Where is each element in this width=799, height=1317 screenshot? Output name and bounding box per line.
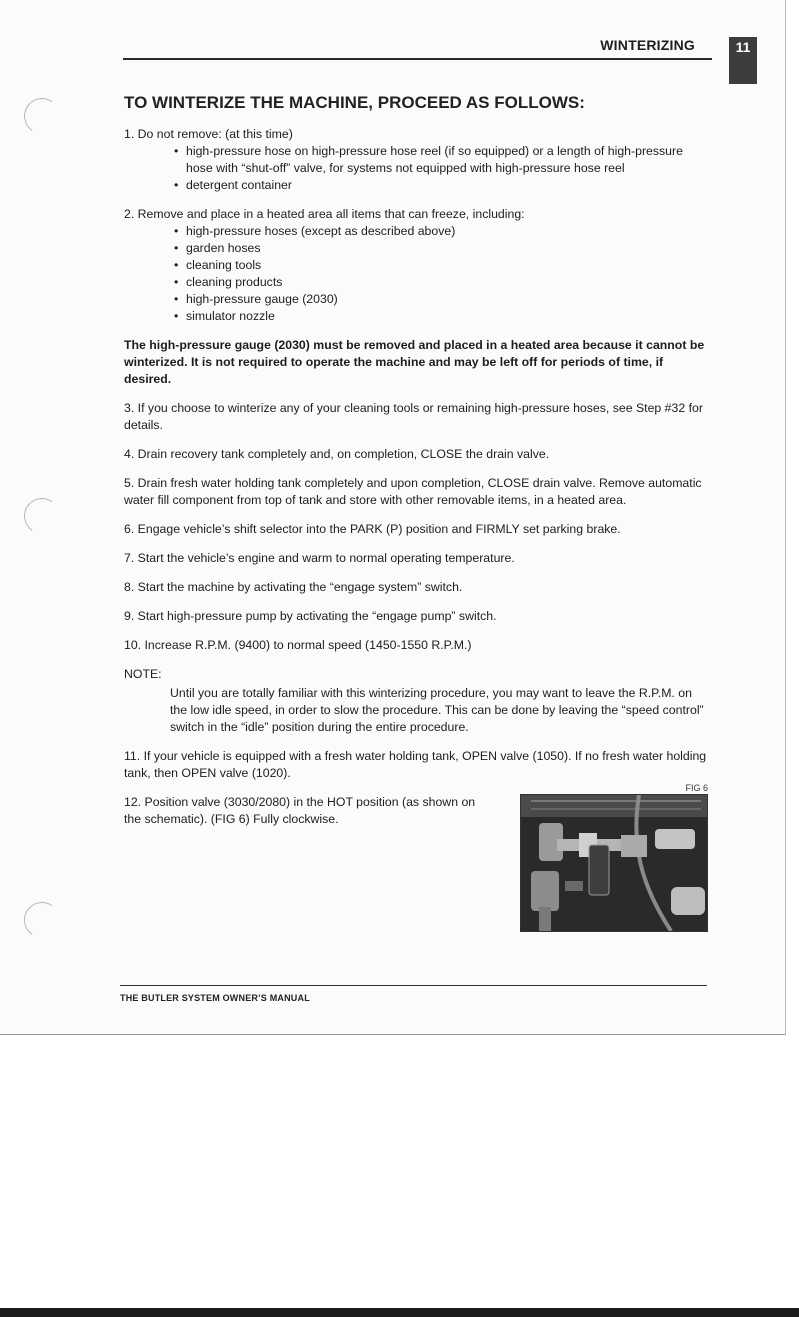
list-item: • high-pressure hose on high-pressure hose reel (if so equipped) or a length of high-pressure hose with “shut-off” valve, for systems not equipped with high-pressure hose reel — [186, 143, 710, 177]
footer-rule — [120, 985, 707, 986]
list-item: • cleaning products — [186, 274, 710, 291]
figure-6 — [520, 782, 708, 932]
step-8: 8. Start the machine by activating the “engage system” switch. — [124, 580, 463, 594]
page-heading: TO WINTERIZE THE MACHINE, PROCEED AS FOLLOWS: — [124, 93, 585, 112]
step-text: 1. Do not remove: (at this time) — [124, 127, 293, 141]
list-item: • simulator nozzle — [186, 308, 710, 325]
step-6: 6. Engage vehicle’s shift selector into the PARK (P) position and FIRMLY set parking brake. — [124, 522, 621, 536]
main-content — [124, 92, 710, 828]
note-label: NOTE: — [124, 667, 162, 681]
step-4: 4. Drain recovery tank completely and, on completion, CLOSE the drain valve. — [124, 447, 550, 461]
step-7: 7. Start the vehicle’s engine and warm to normal operating temperature. — [124, 551, 515, 565]
step-text: 12. Position valve (3030/2080) in the HOT position (as shown on the schematic). (FIG 6) Fully clockwise. — [124, 795, 476, 826]
step-text: 2. Remove and place in a heated area all items that can freeze, including: — [124, 207, 525, 221]
page-number-badge: 11 — [729, 37, 757, 84]
step-5: 5. Drain fresh water holding tank completely and upon completion, CLOSE drain valve. Remove automatic water fill component from top of tank and store with other removable items, in a heated area. — [124, 476, 702, 507]
binder-hole — [21, 95, 63, 137]
footer-title: THE BUTLER SYSTEM OWNER’S MANUAL — [120, 993, 310, 1003]
binder-hole — [21, 495, 63, 537]
scan-edge — [0, 1308, 799, 1317]
step-3: 3. If you choose to winterize any of your cleaning tools or remaining high-pressure hoses, see Step #32 for details. — [124, 401, 703, 432]
list-item: • high-pressure gauge (2030) — [186, 291, 710, 308]
figure-label: FIG 6 — [685, 783, 708, 793]
valve-photo — [520, 794, 708, 932]
bullet-list — [124, 223, 710, 325]
note-body: Until you are totally familiar with this winterizing procedure, you may want to leave the R.P.M. on the low idle speed, in order to slow the procedure. This can be done by leaving the “speed control” switch in the “idle” position during the entire procedure. — [170, 686, 704, 734]
list-item: • high-pressure hoses (except as described above) — [186, 223, 710, 240]
binder-hole — [21, 899, 63, 941]
list-item: • cleaning tools — [186, 257, 710, 274]
gauge-warning-note: The high-pressure gauge (2030) must be removed and placed in a heated area because it cannot be winterized. It is not required to operate the machine and may be left off for periods of time, if desired. — [124, 338, 705, 386]
section-title: WINTERIZING — [600, 37, 695, 53]
step-11: 11. If your vehicle is equipped with a fresh water holding tank, OPEN valve (1050). If no fresh water holding tank, then OPEN valve (1020). — [124, 749, 707, 780]
bullet-list — [124, 143, 710, 194]
list-item: • garden hoses — [186, 240, 710, 257]
step-9: 9. Start high-pressure pump by activating the “engage pump” switch. — [124, 609, 497, 623]
step-2 — [124, 206, 710, 325]
header-rule — [123, 58, 712, 60]
valve-photo-illustration — [521, 795, 707, 931]
step-12 — [124, 783, 710, 828]
list-item: • detergent container — [186, 177, 710, 194]
step-10: 10. Increase R.P.M. (9400) to normal speed (1450-1550 R.P.M.) — [124, 638, 472, 652]
step-1 — [124, 126, 710, 194]
